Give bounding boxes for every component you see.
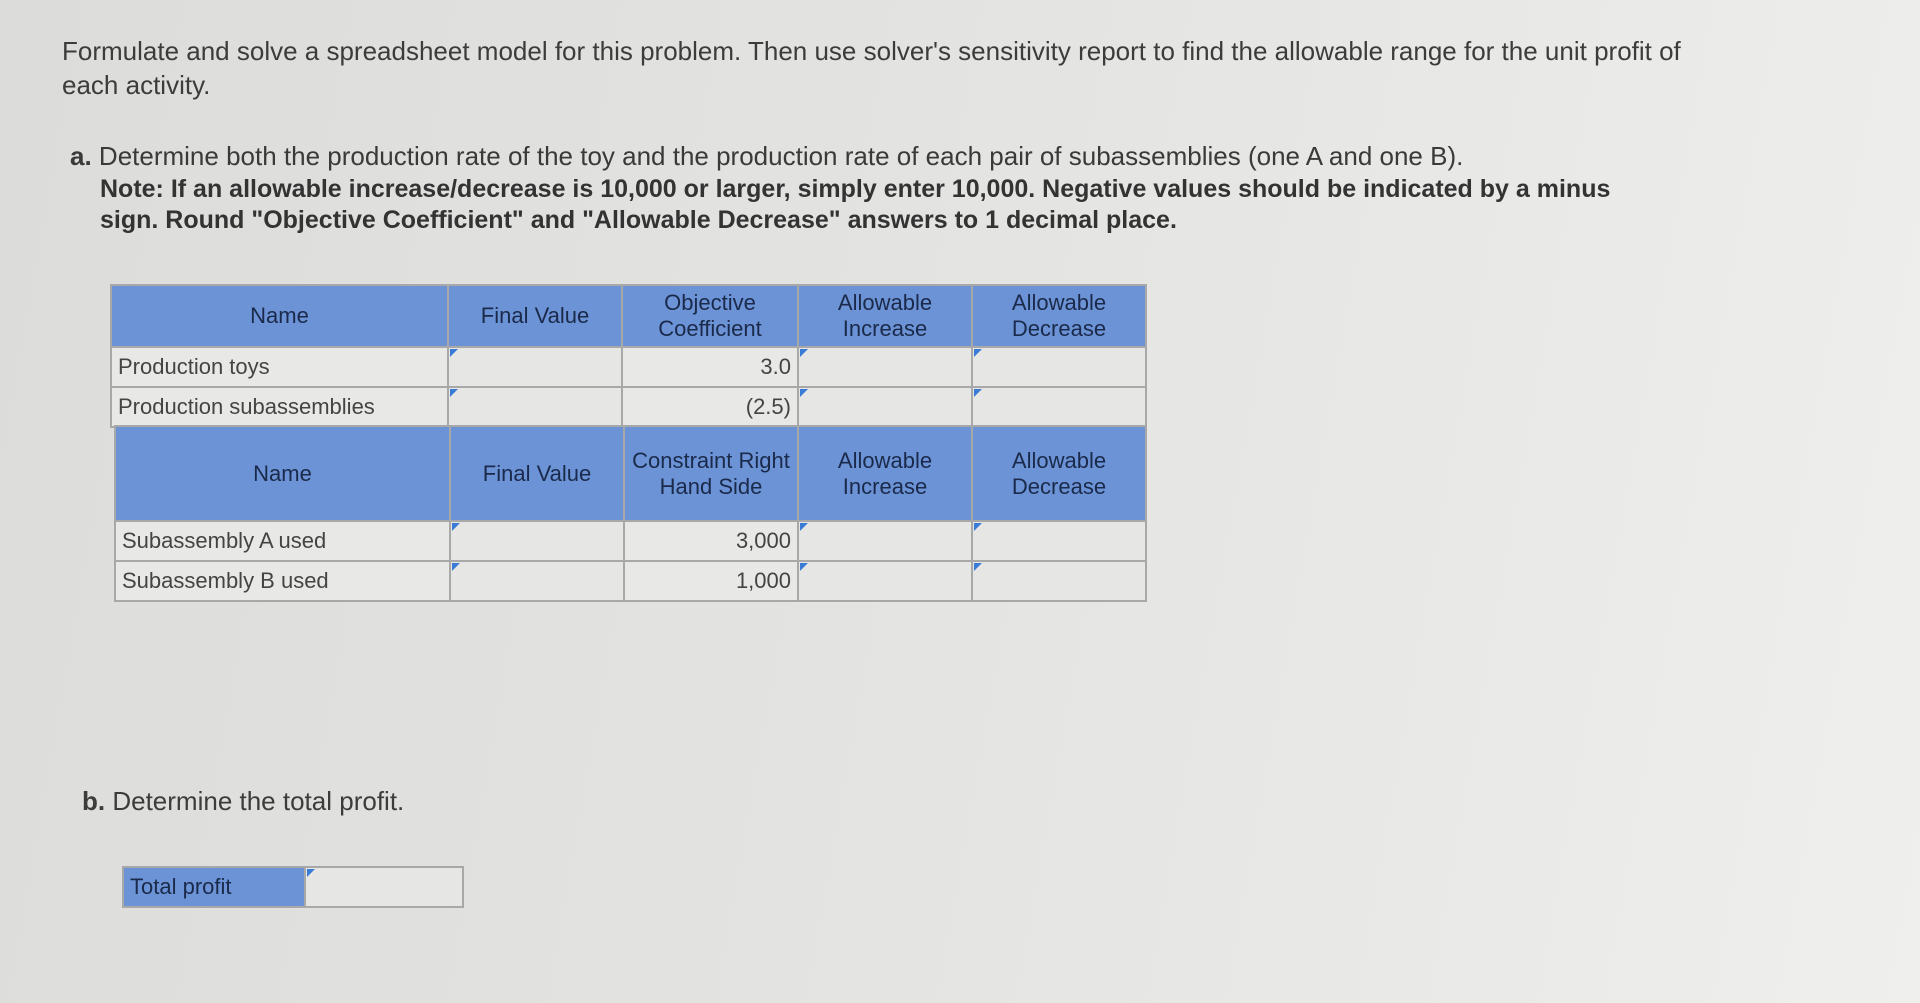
- allowable-increase-input[interactable]: [798, 347, 972, 387]
- objective-coefficient-value: (2.5): [622, 387, 798, 427]
- header-name: Name: [111, 285, 448, 347]
- objective-coefficient-value: 3.0: [622, 347, 798, 387]
- header-name: Name: [115, 426, 450, 521]
- total-profit-label: Total profit: [123, 867, 305, 907]
- header-constraint-rhs: Constraint Right Hand Side: [624, 426, 798, 521]
- row-label: Production subassemblies: [111, 387, 448, 427]
- allowable-decrease-input[interactable]: [972, 387, 1146, 427]
- problem-intro: Formulate and solve a spreadsheet model for this problem. Then use solver's sensitivity report to find the allowable range for the unit profit of each activity.: [62, 36, 1681, 100]
- allowable-increase-input[interactable]: [798, 561, 972, 601]
- row-label: Subassembly B used: [115, 561, 450, 601]
- constraints-table: [114, 425, 1147, 602]
- part-a-text: Determine both the production rate of the toy and the production rate of each pair of subassemblies (one A and one B).: [98, 141, 1464, 171]
- row-label: Subassembly A used: [115, 521, 450, 561]
- total-profit-input[interactable]: [305, 867, 463, 907]
- final-value-input[interactable]: [450, 561, 624, 601]
- part-a-question: [70, 140, 1670, 172]
- table-row: [111, 347, 1146, 387]
- row-label: Production toys: [111, 347, 448, 387]
- allowable-increase-input[interactable]: [798, 521, 972, 561]
- header-allowable-increase: Allowable Increase: [798, 426, 972, 521]
- header-objective-coefficient: Objective Coefficient: [622, 285, 798, 347]
- part-b-question: [82, 786, 404, 817]
- variable-cells-table: [110, 284, 1147, 428]
- part-b-label: b.: [82, 786, 106, 816]
- header-allowable-increase: Allowable Increase: [798, 285, 972, 347]
- total-profit-table: [122, 866, 464, 908]
- header-allowable-decrease: Allowable Decrease: [972, 285, 1146, 347]
- table-row: [123, 867, 463, 907]
- table-row: [115, 561, 1146, 601]
- part-a-label: a.: [70, 141, 92, 171]
- table-row: [115, 521, 1146, 561]
- allowable-decrease-input[interactable]: [972, 561, 1146, 601]
- part-a-note: Note: If an allowable increase/decrease is 10,000 or larger, simply enter 10,000. Negative values should be indicated by a minus sign. Round "Objective Coefficient" and "Allowable Decrease" answers to 1 decimal place.: [100, 175, 1611, 234]
- final-value-input[interactable]: [448, 387, 622, 427]
- header-final-value: Final Value: [448, 285, 622, 347]
- constraint-rhs-value: 1,000: [624, 561, 798, 601]
- table-row: [111, 387, 1146, 427]
- constraint-rhs-value: 3,000: [624, 521, 798, 561]
- part-b-text: Determine the total profit.: [112, 786, 405, 816]
- header-allowable-decrease: Allowable Decrease: [972, 426, 1146, 521]
- allowable-decrease-input[interactable]: [972, 347, 1146, 387]
- allowable-decrease-input[interactable]: [972, 521, 1146, 561]
- final-value-input[interactable]: [450, 521, 624, 561]
- header-final-value: Final Value: [450, 426, 624, 521]
- allowable-increase-input[interactable]: [798, 387, 972, 427]
- final-value-input[interactable]: [448, 347, 622, 387]
